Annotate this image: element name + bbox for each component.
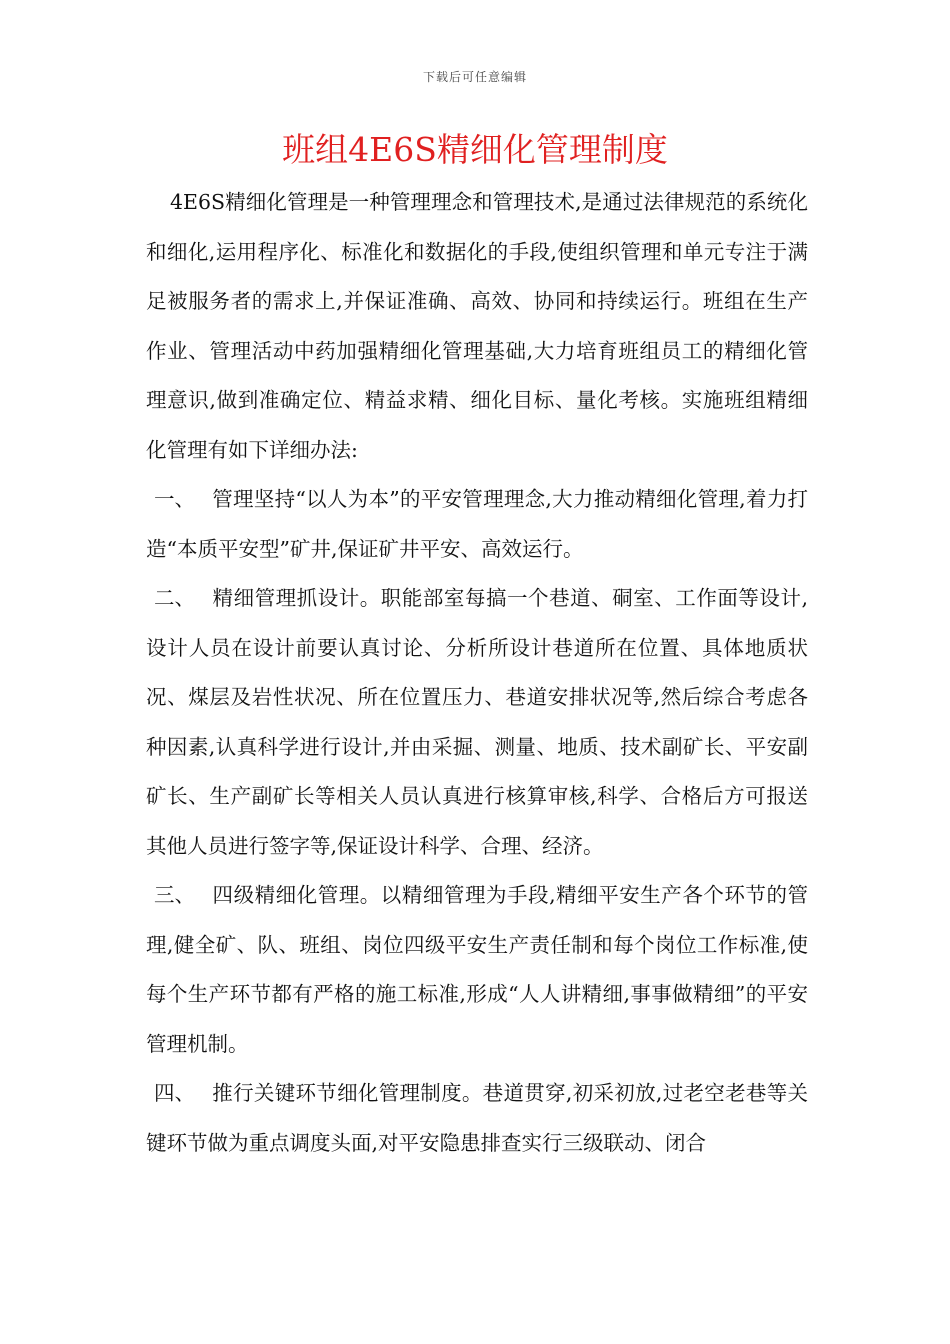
header-note: 下载后可任意编辑 [422,70,527,84]
item-number: 三、 [154,883,195,907]
item-number: 二、 [154,586,195,610]
item-text: 四级精细化管理。以精细管理为手段,精细平安生产各个环节的管理,健全矿、队、班组、岗位四级平安生产责任制和每个岗位工作标准,使每个生产环节都有严格的施工标准,形成“人人讲精细,事事做精细”的平安管理机制。 [146,883,808,1056]
document-title: 班组4E6S精细化管理制度 [282,130,668,169]
list-item [146,871,808,1069]
list-item [146,574,808,871]
intro-paragraph: 4E6S精细化管理是一种管理理念和管理技术,是通过法律规范的系统化和细化,运用程序化、标准化和数据化的手段,使组织管理和单元专注于满足被服务者的需求上,并保证准确、高效、协同和持续运行。班组在生产作业、管理活动中药加强精细化管理基础,大力培育班组员工的精细化管理意识,做到准确定位、精益求精、细化目标、量化考核。实施班组精细化管理有如下详细办法: [146,190,808,462]
list-item [146,1069,808,1168]
item-text: 推行关键环节细化管理制度。巷道贯穿,初采初放,过老空老巷等关键环节做为重点调度头面,对平安隐患排查实行三级联动、闭合 [146,1081,808,1155]
item-text: 管理坚持“以人为本”的平安管理理念,大力推动精细化管理,着力打造“本质平安型”矿井,保证矿井平安、高效运行。 [146,487,808,561]
item-number: 一、 [154,487,195,511]
list-item [146,475,808,574]
document-body [146,178,808,1168]
item-text: 精细管理抓设计。职能部室每搞一个巷道、硐室、工作面等设计,设计人员在设计前要认真讨论、分析所设计巷道所在位置、具体地质状况、煤层及岩性状况、所在位置压力、巷道安排状况等,然后综合考虑各种因素,认真科学进行设计,并由采掘、测量、地质、技术副矿长、平安副矿长、生产副矿长等相关人员认真进行核算审核,科学、合格后方可报送其他人员进行签字等,保证设计科学、合理、经济。 [146,586,808,858]
item-number: 四、 [154,1081,195,1105]
